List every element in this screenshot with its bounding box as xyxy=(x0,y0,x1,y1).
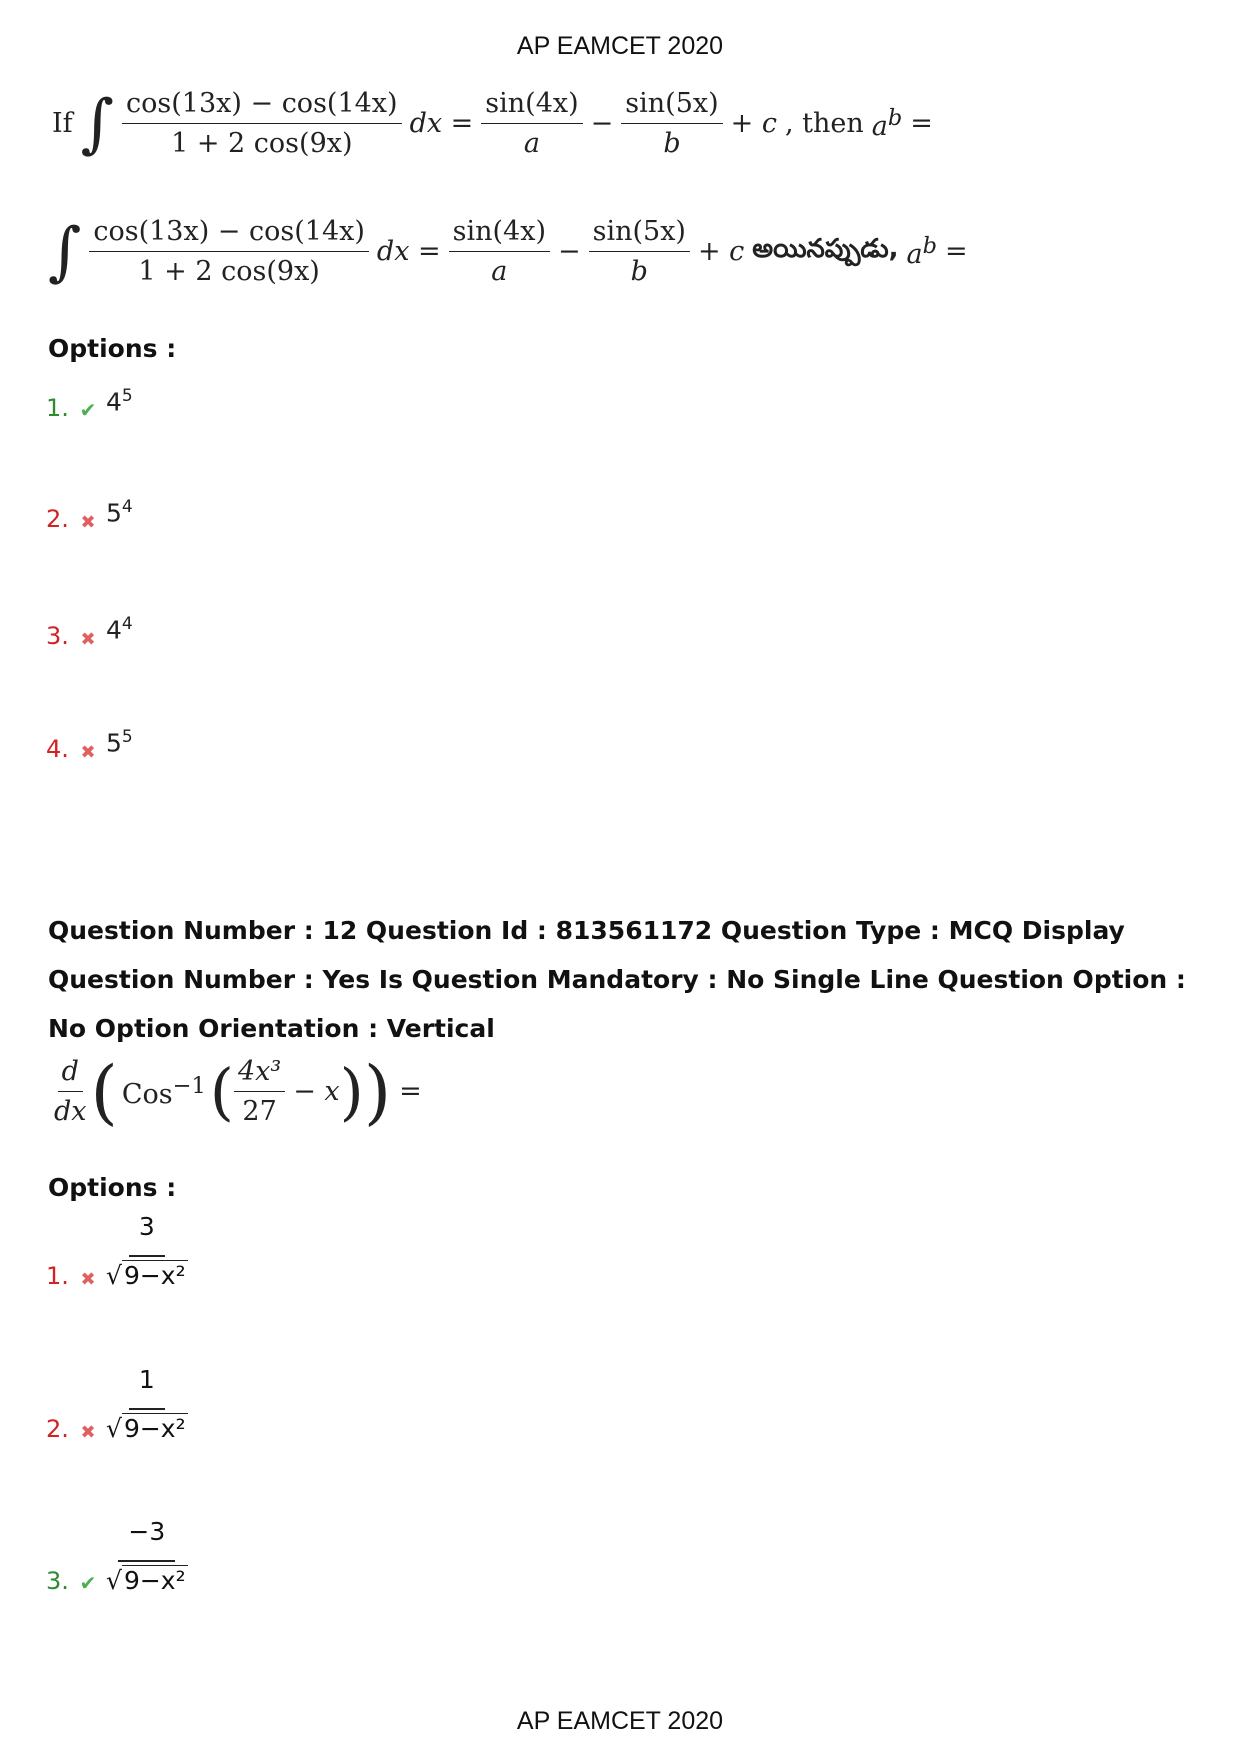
result-power: $a^b$ xyxy=(871,105,903,142)
question-11-telugu: ∫ $\frac{\cos(13x) - \cos(14x)}{1 + 2 \cos(9x)}$ dx = $\frac{\sin(4x)}{a}$ − $\frac{\sin(5x)}{b}$ + c అయినప్పుడు, $a^b$ = xyxy=(48,214,968,289)
q12-option-2[interactable]: 2. ✖ $\frac{1}{\text{√9−x²}}$ xyxy=(46,1365,186,1443)
question-11-english: If ∫ $\frac{\cos(13x) - \cos(14x)}{1 + 2 \cos(9x)}$ dx = $\frac{\sin(4x)}{a}$ − $\frac{\sin(5x)}{b}$ + c , then $a^b$ = xyxy=(52,86,933,161)
rhs-fraction-1: $\frac{\sin(4x)}{a}$ xyxy=(481,88,582,159)
q11-option-2[interactable]: 2. ✖ $5^4$ xyxy=(46,497,133,534)
check-icon: ✔ xyxy=(79,398,97,423)
cross-icon: ✖ xyxy=(80,1269,96,1290)
q12-option-3[interactable]: 3. ✔ $\frac{-3}{\text{√9−x²}}$ xyxy=(46,1517,186,1595)
rhs-fraction-2: $\frac{\sin(5x)}{b}$ xyxy=(589,216,690,287)
dx-equals: dx = xyxy=(409,108,474,139)
question-12-metadata: Question Number : 12 Question Id : 813561172 Question Type : MCQ Display Question Number : Yes Is Question Mandatory : No Single Line Question Option : No Option Orientation : Vertical xyxy=(48,916,1186,1043)
q11-option-4[interactable]: 4. ✖ $5^5$ xyxy=(46,727,133,764)
integral-sign: ∫ xyxy=(48,214,82,289)
telugu-then: అయినప్పుడు, xyxy=(752,233,899,264)
options-label: Options : xyxy=(48,1173,177,1202)
q11-option-1[interactable]: 1. ✔ $4^5$ xyxy=(46,386,133,423)
cross-icon: ✖ xyxy=(80,742,96,764)
rhs-fraction-2: $\frac{\sin(5x)}{b}$ xyxy=(621,88,722,159)
cross-icon: ✖ xyxy=(80,1422,96,1443)
rhs-fraction-1: $\frac{\sin(4x)}{a}$ xyxy=(449,216,550,287)
result-power: $a^b$ xyxy=(906,233,938,270)
integrand-fraction: $\frac{\cos(13x) - \cos(14x)}{1 + 2 \cos(9x)}$ xyxy=(122,88,402,159)
inner-fraction: $\frac{\text{4x³}}{27}$ xyxy=(234,1056,285,1127)
question-12-expression: $\frac{d}{dx}$ ( Cos$^{-1}$ ( $\frac{\text{4x³}}{27}$ − x ) ) = xyxy=(50,1056,422,1127)
options-label: Options : xyxy=(48,334,177,363)
derivative-operator: $\frac{d}{dx}$ xyxy=(54,1056,87,1127)
cross-icon: ✖ xyxy=(80,629,96,651)
page-footer: AP EAMCET 2020 xyxy=(516,1707,724,1735)
check-icon: ✔ xyxy=(79,1571,97,1595)
cross-icon: ✖ xyxy=(80,512,96,534)
q12-option-1[interactable]: 1. ✖ $\frac{3}{\text{√9−x²}}$ xyxy=(46,1212,186,1290)
integral-sign: ∫ xyxy=(80,86,115,161)
q11-option-3[interactable]: 3. ✖ $4^4$ xyxy=(46,614,133,651)
page-header: AP EAMCET 2020 xyxy=(516,32,724,60)
integrand-fraction: $\frac{\cos(13x) - \cos(14x)}{1 + 2 \cos(9x)}$ xyxy=(89,216,369,287)
if-word: If xyxy=(52,108,73,139)
inverse-cos: Cos$^{-1}$ xyxy=(121,1073,206,1110)
